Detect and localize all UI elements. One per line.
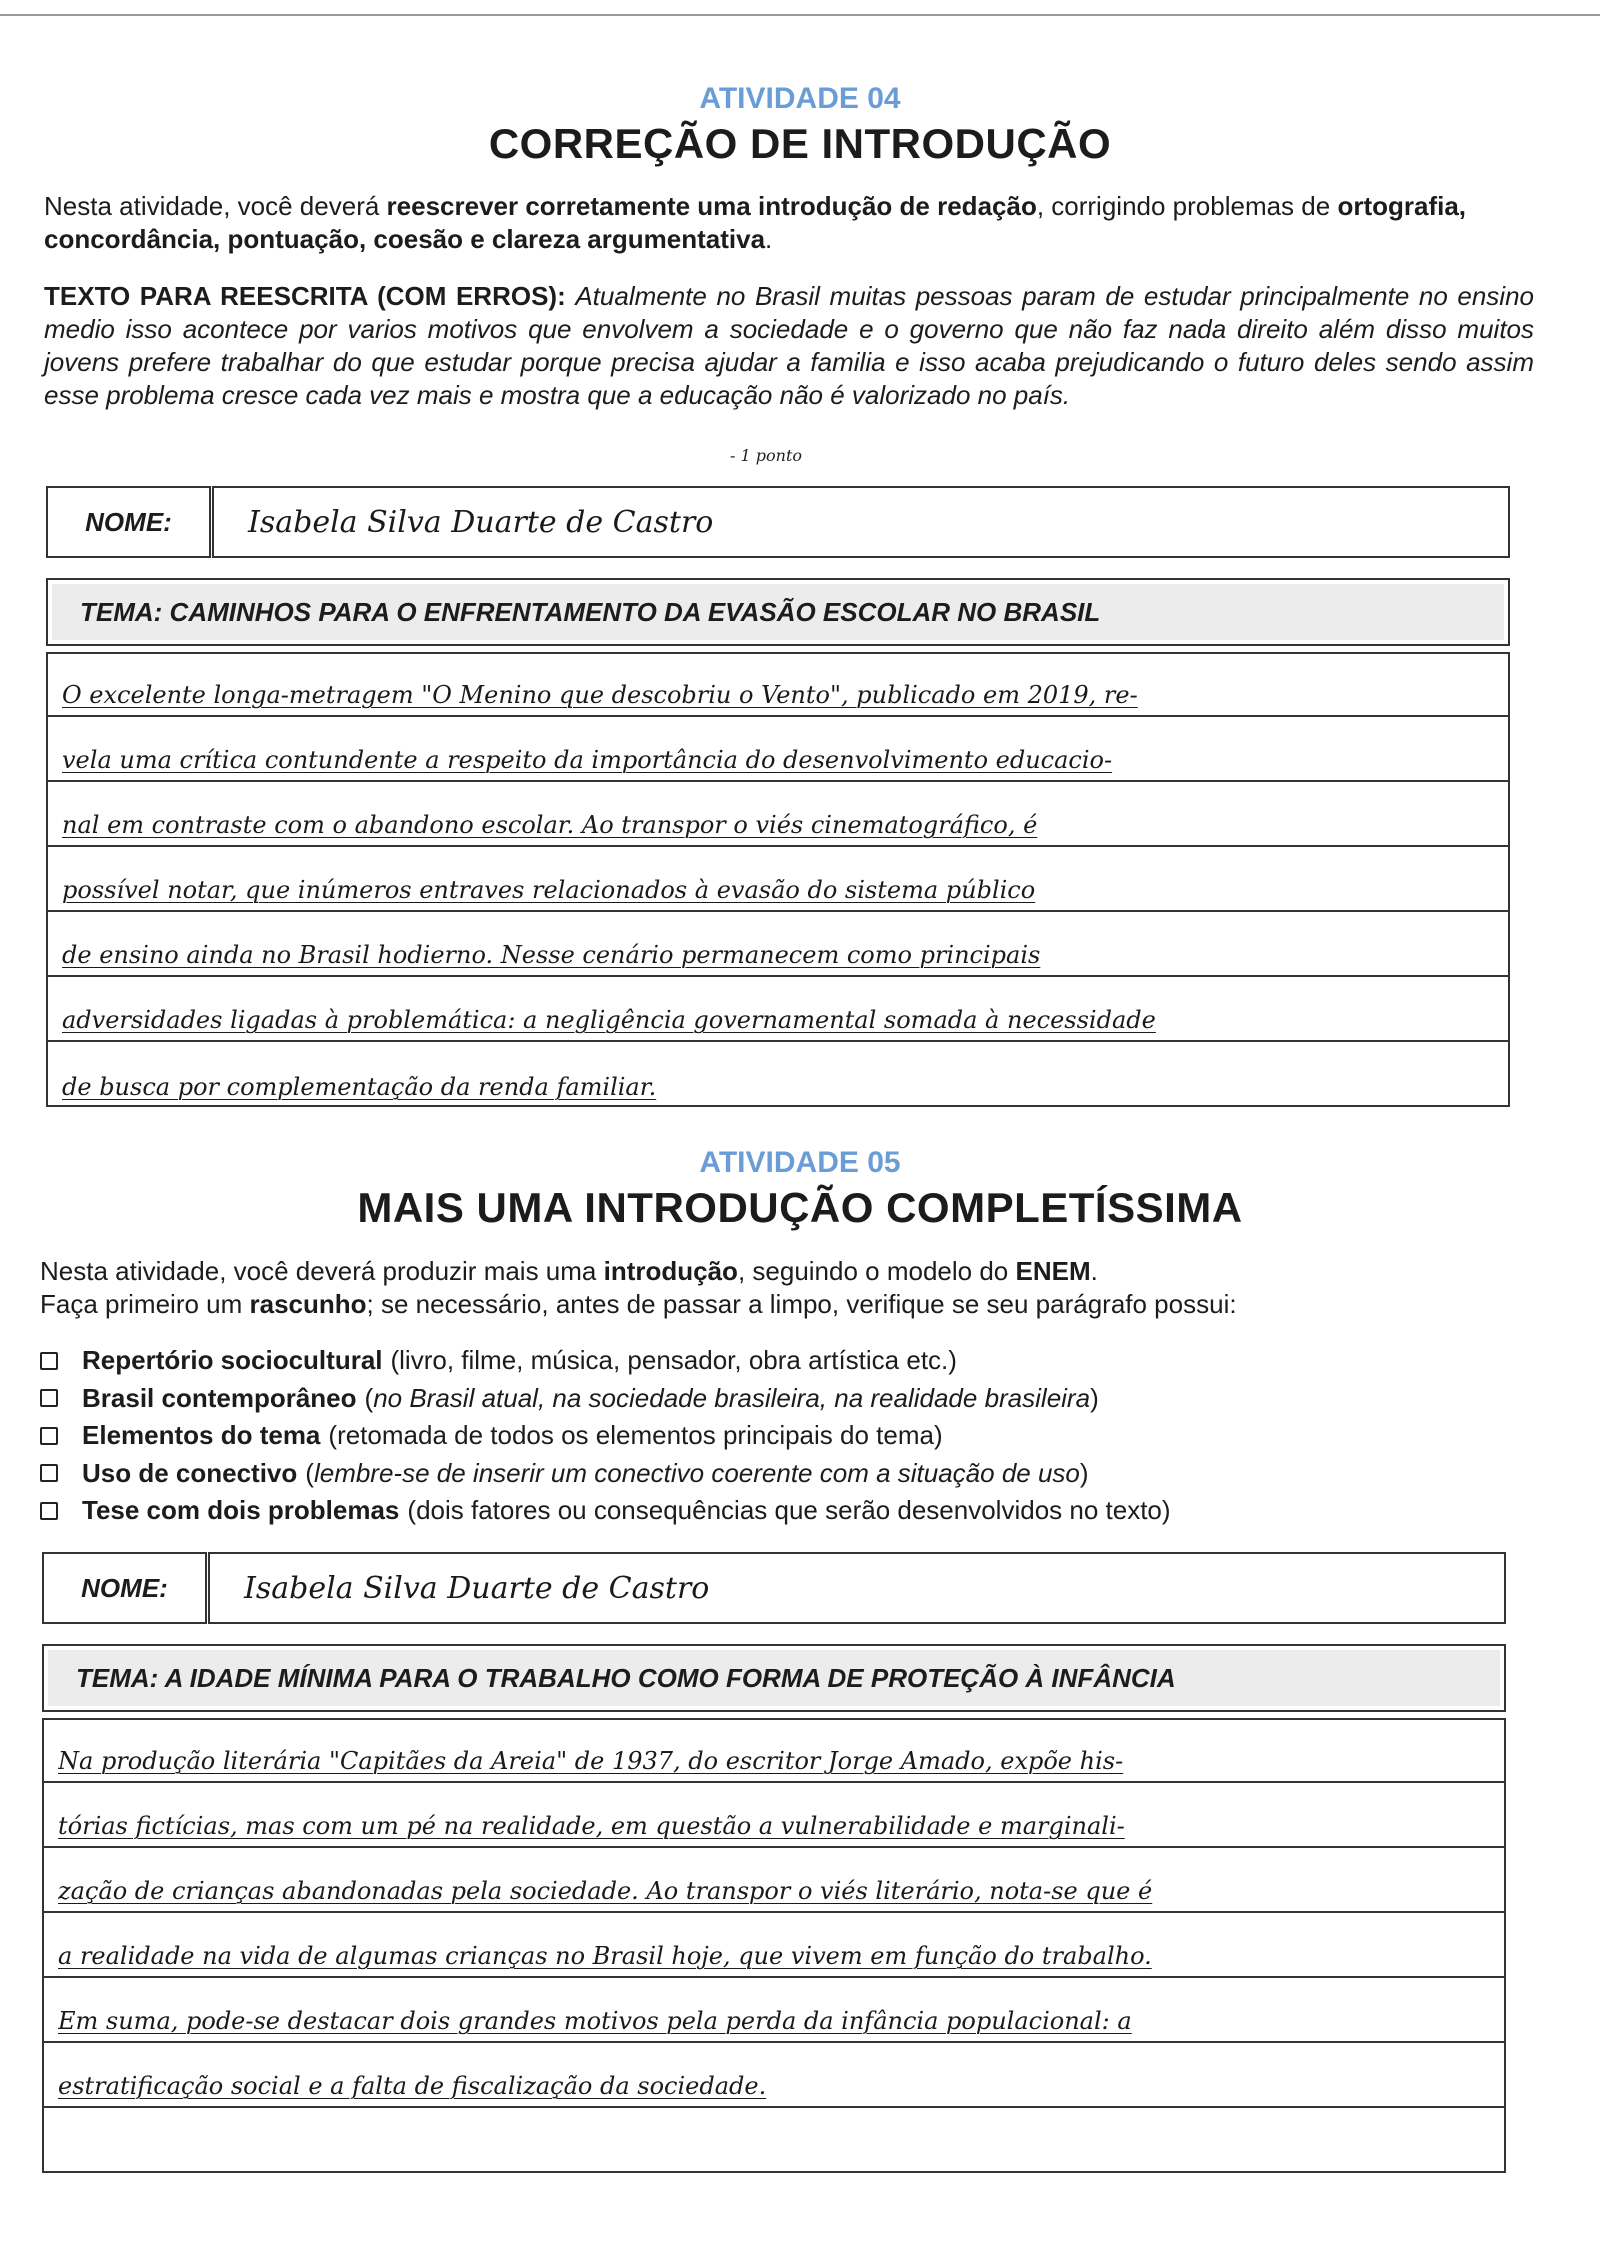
writing-area-04[interactable]	[46, 652, 1510, 1107]
writing-line	[48, 654, 1508, 717]
criteria-checklist	[40, 1342, 1560, 1530]
checklist-item[interactable]	[40, 1492, 1560, 1530]
activity-05-instructions	[40, 1255, 1560, 1321]
handwritten-text: tórias fictícias, mas com um pé na realidade, em questão a vulnerabilidade e marginali-	[58, 1812, 1125, 1840]
writing-line	[48, 914, 1508, 977]
tema-banner	[52, 584, 1504, 640]
writing-line	[48, 784, 1508, 847]
handwritten-text: nal em contraste com o abandono escolar. Ao transpor o viés cinematográfico, é	[62, 811, 1038, 839]
writing-line	[48, 849, 1508, 912]
activity-04-label: ATIVIDADE 04	[699, 82, 901, 115]
writing-area-05[interactable]	[42, 1718, 1506, 2173]
criterion-paren: (	[364, 1382, 374, 1413]
instr-text: .	[1090, 1256, 1098, 1286]
checklist-item[interactable]	[40, 1380, 1560, 1418]
checkbox-icon[interactable]	[40, 1502, 58, 1520]
handwritten-text: adversidades ligadas à problemática: a negligência governamental somada à necessidade	[62, 1006, 1156, 1034]
instr-bold: reescrever corretamente uma introdução de redação	[386, 191, 1037, 221]
handwritten-text: vela uma crítica contundente a respeito da importância do desenvolvimento educacio-	[62, 746, 1113, 774]
rewrite-text: Atualmente no Brasil muitas pessoas param de estudar principalmente no ensino medio isso acontece por varios motivos que envolvem a sociedade e o governo que não faz nada direito além disso muitos jovens prefere trabalhar do que estudar porque precisa ajudar a familia e isso acaba prejudicando o futuro deles sendo assim esse problema cresce cada vez mais e mostra que a educação não é valorizado no país.	[44, 281, 1535, 410]
writing-line	[48, 979, 1508, 1042]
activity-04-title: CORREÇÃO DE INTRODUÇÃO	[488, 120, 1112, 167]
activity-05-label: ATIVIDADE 05	[699, 1146, 901, 1179]
checklist-item[interactable]	[40, 1342, 1560, 1380]
instr-text: Nesta atividade, você deverá	[44, 191, 387, 221]
criterion-paren: )	[1079, 1457, 1089, 1488]
handwritten-text: Em suma, pode-se destacar dois grandes motivos pela perda da infância populacional: a	[58, 2007, 1132, 2035]
instr-text: , corrigindo problemas de	[1036, 191, 1338, 221]
instr-bold: rascunho	[249, 1289, 367, 1319]
tema-box	[46, 578, 1510, 646]
handwritten-text: de ensino ainda no Brasil hodierno. Nesse cenário permanecem como principais	[62, 941, 1041, 969]
writing-line	[44, 1850, 1504, 1913]
tema-text: TEMA: CAMINHOS PARA O ENFRENTAMENTO DA EVASÃO ESCOLAR NO BRASIL	[80, 596, 1101, 627]
criterion-desc: (dois fatores ou consequências que serão desenvolvidos no texto)	[407, 1495, 1171, 1525]
handwritten-text: zação de crianças abandonadas pela sociedade. Ao transpor o viés literário, nota-se que é	[58, 1877, 1153, 1905]
handwritten-text: Na produção literária "Capitães da Areia" de 1937, do escritor Jorge Amado, expõe his-	[58, 1747, 1124, 1775]
checkbox-icon[interactable]	[40, 1427, 58, 1445]
criterion-title: Elementos do tema	[82, 1420, 321, 1450]
writing-line	[44, 2110, 1504, 2173]
criterion-desc: (livro, filme, música, pensador, obra artística etc.)	[390, 1345, 957, 1375]
checkbox-icon[interactable]	[40, 1464, 58, 1482]
handwritten-text: de busca por complementação da renda familiar.	[62, 1073, 657, 1101]
writing-line	[48, 719, 1508, 782]
criterion-title: Tese com dois problemas	[82, 1495, 400, 1525]
score-note: - 1 ponto	[730, 446, 802, 465]
instr-text: , seguindo o modelo do	[737, 1256, 1016, 1286]
criterion-title: Uso de conectivo	[82, 1457, 298, 1488]
handwritten-text: possível notar, que inúmeros entraves relacionados à evasão do sistema público	[62, 876, 1036, 904]
tema-box	[42, 1644, 1506, 1712]
checkbox-icon[interactable]	[40, 1352, 58, 1370]
name-field[interactable]	[208, 1552, 1506, 1624]
checklist-item[interactable]	[40, 1417, 1560, 1455]
page-top-border	[0, 14, 1600, 16]
checklist-item[interactable]	[40, 1455, 1560, 1493]
instr-bold: ortografia, concordância, pontuação, coesão e clareza argumentativa	[44, 191, 1467, 254]
writing-line	[44, 1980, 1504, 2043]
criterion-desc: (retomada de todos os elementos principais do tema)	[328, 1420, 943, 1450]
criterion-title: Brasil contemporâneo	[82, 1382, 357, 1413]
activity-04-instructions	[44, 190, 1534, 256]
criterion-paren: )	[1090, 1382, 1099, 1413]
instr-text: Nesta atividade, você deverá produzir mais uma	[40, 1256, 604, 1286]
writing-line	[44, 1785, 1504, 1848]
name-label-box	[46, 486, 211, 558]
criterion-desc: no Brasil atual, na sociedade brasileira, na realidade brasileira	[373, 1382, 1091, 1413]
handwritten-text: a realidade na vida de algumas crianças no Brasil hoje, que vivem em função do trabalho.	[58, 1942, 1152, 1970]
handwritten-text: O excelente longa-metragem "O Menino que descobriu o Vento", publicado em 2019, re-	[62, 681, 1138, 709]
criterion-paren: (	[305, 1457, 314, 1488]
tema-text: TEMA: A IDADE MÍNIMA PARA O TRABALHO COMO FORMA DE PROTEÇÃO À INFÂNCIA	[76, 1662, 1176, 1693]
instr-bold: introdução	[603, 1256, 738, 1286]
instr-text: Faça primeiro um	[40, 1289, 250, 1319]
writing-line	[48, 1044, 1508, 1107]
name-value: Isabela Silva Duarte de Castro	[244, 1570, 710, 1606]
writing-line	[44, 2045, 1504, 2108]
instr-text: ; se necessário, antes de passar a limpo, verifique se seu parágrafo possui:	[366, 1289, 1237, 1319]
criterion-desc: lembre-se de inserir um conectivo coerente com a situação de uso	[313, 1457, 1080, 1488]
instr-text: .	[765, 224, 773, 254]
writing-line	[44, 1915, 1504, 1978]
name-label: NOME:	[85, 506, 172, 537]
name-label: NOME:	[81, 1572, 168, 1603]
activity-05-title: MAIS UMA INTRODUÇÃO COMPLETÍSSIMA	[357, 1184, 1243, 1231]
instr-bold: ENEM	[1015, 1256, 1091, 1286]
criterion-title: Repertório sociocultural	[82, 1345, 383, 1375]
tema-banner	[48, 1650, 1500, 1706]
rewrite-passage	[44, 280, 1534, 412]
writing-line	[44, 1720, 1504, 1783]
handwritten-text: estratificação social e a falta de fiscalização da sociedade.	[58, 2072, 767, 2100]
rewrite-lead: TEXTO PARA REESCRITA (COM ERROS):	[44, 281, 566, 311]
checkbox-icon[interactable]	[40, 1389, 58, 1407]
name-label-box	[42, 1552, 207, 1624]
name-field[interactable]	[212, 486, 1510, 558]
name-value: Isabela Silva Duarte de Castro	[248, 504, 714, 540]
